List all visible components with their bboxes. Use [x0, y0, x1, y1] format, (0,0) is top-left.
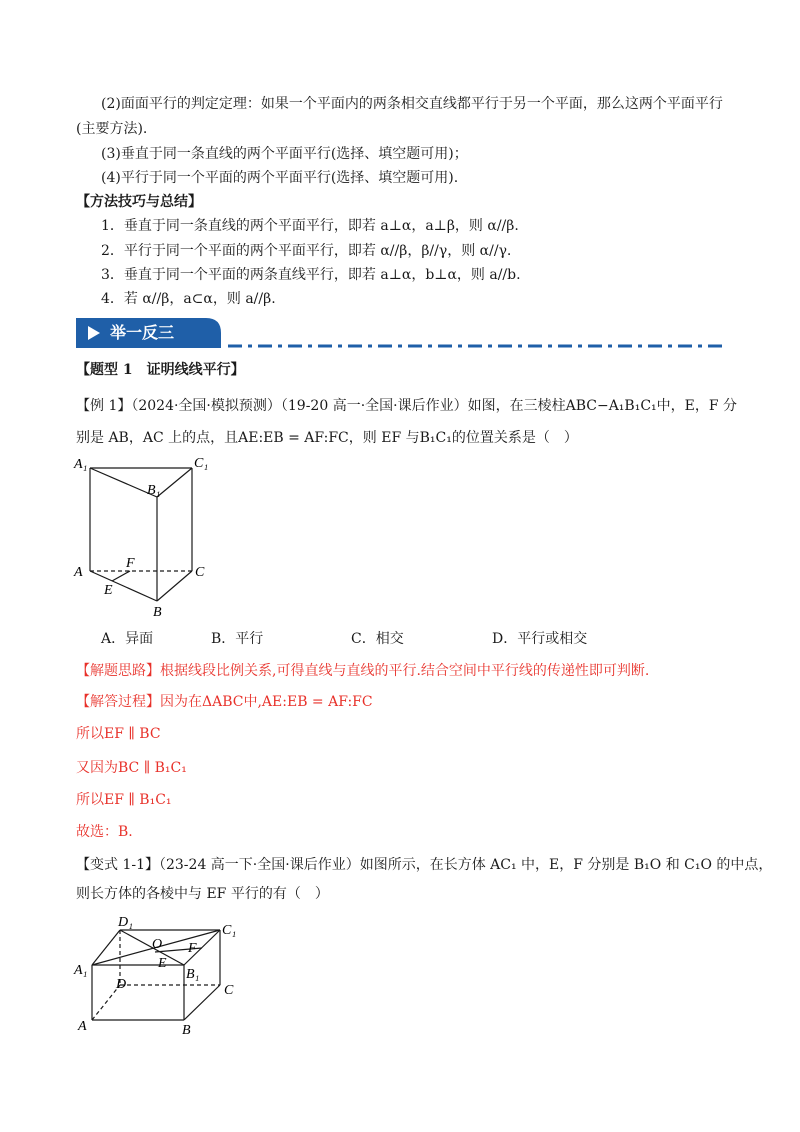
label-f-cuboid: F — [188, 941, 197, 956]
variant1-line2: 则长方体的各棱中与 EF 平行的有（ ） — [76, 886, 329, 902]
solution-process-1: 【解答过程】因为在ΔABC中,AE:EB = AF:FC — [76, 694, 373, 710]
label-c1-cuboid: C₁ — [222, 923, 237, 938]
option-a[interactable]: A．异面 — [101, 631, 154, 647]
example1-line2: 别是 AB，AC 上的点，且AE:EB = AF:FC，则 EF 与B₁C₁的位置关系是（ ） — [76, 430, 578, 446]
solution-idea: 【解题思路】根据线段比例关系,可得直线与直线的平行.结合空间中平行线的传递性即可判断. — [76, 663, 650, 679]
option-d[interactable]: D．平行或相交 — [492, 631, 588, 647]
prism-figure — [70, 452, 220, 622]
method-heading: 【方法技巧与总结】 — [76, 194, 202, 210]
theorem-line-3: (3)垂直于同一条直线的两个平面平行(选择、填空题可用)； — [101, 146, 468, 162]
solution-process-3: 又因为BC ∥ B₁C₁ — [76, 760, 187, 776]
banner-dash-line — [228, 338, 728, 354]
solution-process-4: 所以EF ∥ B₁C₁ — [76, 792, 172, 808]
option-c[interactable]: C．相交 — [351, 631, 404, 647]
label-o: O — [152, 937, 163, 952]
theorem-line-2: (2)面面平行的判定定理：如果一个平面内的两条相交直线都平行于另一个平面，那么这两个平面平行 — [101, 96, 723, 112]
label-d: D — [116, 977, 127, 992]
variant1-line1: 【变式 1-1】（23-24 高一下·全国·课后作业）如图所示，在长方体 AC₁ 中，E，F 分别是 B₁O 和 C₁O 的中点， — [76, 857, 773, 873]
example1-line1: 【例 1】（2024·全国·模拟预测）（19-20 高一·全国·课后作业）如图，在三棱柱ABC−A₁B₁C₁中，E，F 分 — [76, 398, 738, 414]
solution-process-2: 所以EF ∥ BC — [76, 726, 161, 742]
label-a-cuboid: A — [78, 1019, 87, 1034]
label-a: A — [74, 565, 83, 580]
label-e: E — [104, 583, 113, 598]
method-item-1: 1．垂直于同一条直线的两个平面平行，即若 a⊥α，a⊥β，则 α//β. — [101, 218, 519, 234]
label-a1-cuboid: A₁ — [74, 963, 88, 978]
label-b1: B₁ — [147, 483, 161, 498]
label-f: F — [126, 556, 135, 571]
label-a1: A₁ — [74, 457, 88, 472]
topic-heading: 【题型 1 证明线线平行】 — [76, 362, 245, 378]
label-b-cuboid: B — [182, 1023, 191, 1038]
theorem-line-2-cont: (主要方法). — [76, 121, 148, 137]
method-item-2: 2．平行于同一个平面的两个平面平行，即若 α//β，β//γ，则 α//γ. — [101, 243, 512, 259]
label-b: B — [153, 605, 162, 620]
solution-answer: 故选：B. — [76, 824, 133, 840]
label-b1-cuboid: B₁ — [186, 967, 200, 982]
label-c-cuboid: C — [224, 983, 234, 998]
cuboid-figure — [72, 910, 252, 1040]
label-c1: C₁ — [194, 456, 209, 471]
option-b[interactable]: B．平行 — [211, 631, 264, 647]
method-item-4: 4．若 α//β，a⊂α，则 a//β. — [101, 291, 276, 307]
label-e-cuboid: E — [158, 956, 167, 971]
banner-label: 举一反三 — [110, 323, 175, 342]
label-d1: D₁ — [118, 915, 133, 930]
theorem-line-4: (4)平行于同一个平面的两个平面平行(选择、填空题可用). — [101, 170, 459, 186]
method-item-3: 3．垂直于同一个平面的两条直线平行，即若 a⊥α，b⊥α，则 a//b. — [101, 267, 521, 283]
label-c: C — [195, 565, 205, 580]
section-banner — [76, 318, 221, 348]
